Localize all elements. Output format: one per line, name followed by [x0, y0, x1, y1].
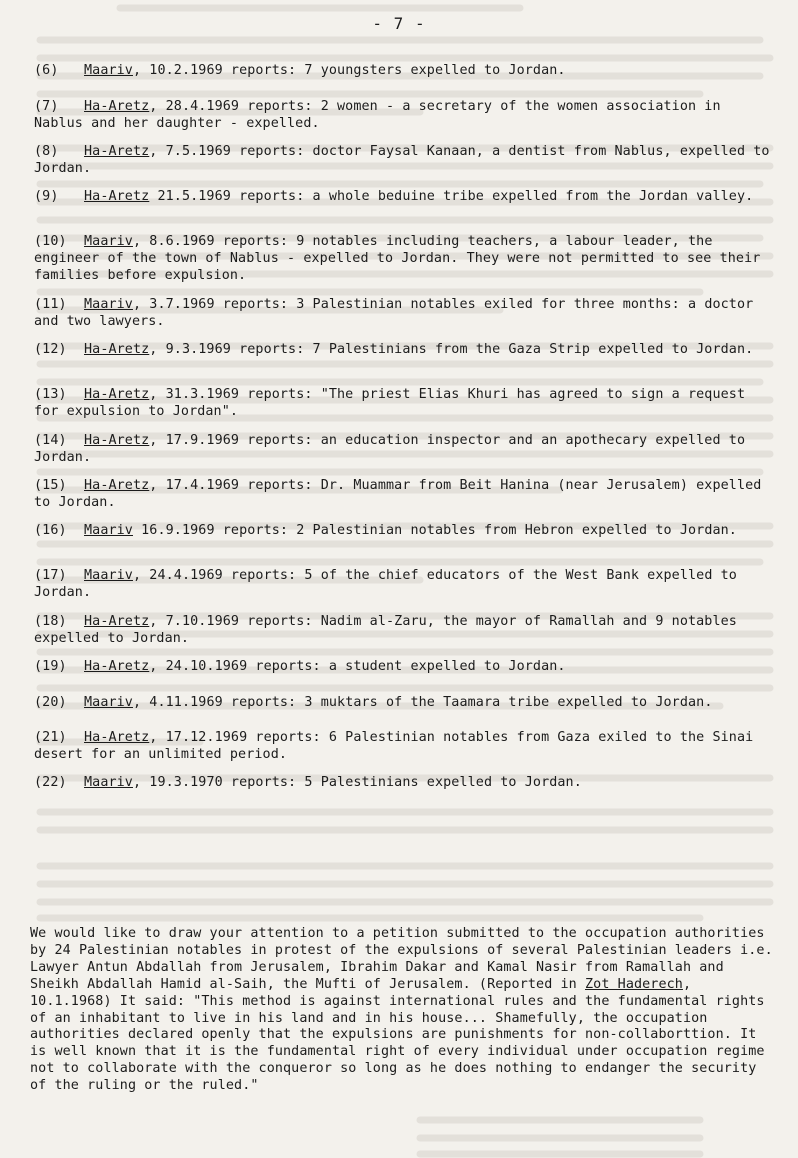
report-entry-15	[34, 477, 774, 511]
entry-text: , 4.11.1969 reports: 3 muktars of the Taamara tribe expelled to Jordan.	[132, 694, 713, 710]
entry-source: Ha-Aretz	[84, 387, 150, 403]
entry-number: (21)	[34, 730, 67, 746]
entry-source: Ha-Aretz	[84, 98, 150, 114]
entry-source: Ha-Aretz	[84, 659, 150, 675]
report-entry-14	[34, 432, 774, 466]
entry-text: , 10.2.1969 reports: 7 youngsters expelled to Jordan.	[132, 63, 566, 78]
report-entry-9	[34, 188, 774, 222]
entry-number: (14)	[34, 432, 67, 448]
report-entry-10	[34, 233, 774, 284]
report-entry-22	[34, 774, 774, 791]
entry-source: Ha-Aretz	[84, 432, 150, 448]
entry-source: Maariv	[84, 234, 133, 250]
entry-text: 16.9.1969 reports: 2 Palestinian notables from Hebron expelled to Jordan.	[132, 523, 737, 539]
entry-number: (16)	[34, 523, 67, 539]
entry-number: (15)	[34, 477, 67, 493]
entry-text: , 28.4.1969 reports: 2 women - a secretary of the women association in Nablus and her daughter - expelled.	[34, 98, 721, 131]
expulsion-report-list	[34, 62, 774, 810]
entry-text: , 17.9.1969 reports: an education inspector and an apothecary expelled to Jordan.	[34, 432, 746, 465]
entry-text: , 17.4.1969 reports: Dr. Muammar from Beit Hanina (near Jerusalem) expelled to Jordan.	[34, 477, 762, 510]
report-entry-8	[34, 143, 774, 177]
entry-source: Maariv	[84, 775, 133, 791]
entry-text: 21.5.1969 reports: a whole beduine tribe expelled from the Jordan valley.	[149, 189, 754, 205]
report-entry-16	[34, 522, 774, 556]
entry-source: Maariv	[84, 296, 133, 312]
report-entry-21	[34, 729, 774, 763]
entry-number: (19)	[34, 659, 67, 675]
entry-source: Ha-Aretz	[84, 477, 150, 493]
entry-source: Ha-Aretz	[84, 143, 150, 159]
entry-source: Ha-Aretz	[84, 189, 150, 205]
entry-number: (6)	[34, 63, 59, 78]
report-entry-12	[34, 341, 774, 375]
page-number: - 7 -	[372, 14, 426, 33]
report-entry-7	[34, 98, 774, 132]
report-entry-6	[34, 62, 774, 79]
petition-source: Zot Haderech	[585, 976, 683, 992]
petition-text-intro: We would like to draw your attention to a petition submitted to the occupation authorities by 24 Palestinian notables in protest of the expulsions of several Palestinian leaders i.e. Lawyer Antun Abdallah from Jerusalem, Ibrahim Dakar and Kamal Nasir from Ramallah and Sheikh Abdallah Hamid al-Saih, the Mufti of Jerusalem. (Reported in	[30, 926, 773, 992]
entry-number: (18)	[34, 613, 67, 629]
report-entry-17	[34, 567, 774, 601]
entry-number: (12)	[34, 341, 67, 357]
entry-text: , 7.10.1969 reports: Nadim al-Zaru, the mayor of Ramallah and 9 notables expelled to Jordan.	[34, 613, 737, 646]
entry-source: Ha-Aretz	[84, 613, 150, 629]
entry-source: Ha-Aretz	[84, 730, 150, 746]
entry-source: Maariv	[84, 63, 133, 78]
entry-text: , 24.10.1969 reports: a student expelled to Jordan.	[149, 659, 566, 675]
report-entry-19	[34, 658, 774, 675]
entry-number: (9)	[34, 189, 59, 205]
entry-number: (7)	[34, 98, 59, 114]
entry-source: Maariv	[84, 694, 133, 710]
entry-text: , 9.3.1969 reports: 7 Palestinians from the Gaza Strip expelled to Jordan.	[149, 341, 754, 357]
report-entry-13	[34, 386, 774, 420]
entry-number: (13)	[34, 387, 67, 403]
entry-text: , 31.3.1969 reports: "The priest Elias Khuri has agreed to sign a request for expulsion to Jordan".	[34, 387, 746, 420]
entry-text: , 19.3.1970 reports: 5 Palestinians expelled to Jordan.	[132, 775, 582, 791]
entry-source: Ha-Aretz	[84, 341, 150, 357]
entry-text: , 8.6.1969 reports: 9 notables including teachers, a labour leader, the engineer of the town of Nablus - expelled to Jordan. They were not permitted to see their families before expulsion.	[34, 234, 761, 284]
entry-number: (8)	[34, 143, 59, 159]
entry-number: (10)	[34, 234, 67, 250]
report-entry-20	[34, 694, 774, 711]
entry-text: , 3.7.1969 reports: 3 Palestinian notables exiled for three months: a doctor and two lawyers.	[34, 296, 754, 329]
report-entry-11	[34, 296, 774, 330]
entry-source: Maariv	[84, 523, 133, 539]
entry-text: , 24.4.1969 reports: 5 of the chief educators of the West Bank expelled to Jordan.	[34, 568, 737, 601]
report-entry-18	[34, 613, 774, 647]
entry-source: Maariv	[84, 568, 133, 584]
entry-number: (22)	[34, 775, 67, 791]
entry-number: (11)	[34, 296, 67, 312]
entry-text: , 7.5.1969 reports: doctor Faysal Kanaan, a dentist from Nablus, expelled to Jordan.	[34, 143, 770, 176]
petition-paragraph	[30, 926, 780, 1095]
entry-text: , 17.12.1969 reports: 6 Palestinian notables from Gaza exiled to the Sinai desert for an unlimited period.	[34, 730, 754, 763]
entry-number: (17)	[34, 568, 67, 584]
petition-text-quote: , 10.1.1968) It said: "This method is against international rules and the fundamental rights of an inhabitant to live in his land and in his house... Shamefully, the occupation authorities declared openly that the expulsions are punishments for non-collaborttion. It is well known that it is the fundamental right of every individual under occupation regime not to collaborate with the conqueror so long as he does nothing to endanger the security of the ruling or the ruled."	[30, 976, 765, 1094]
entry-number: (20)	[34, 694, 67, 710]
